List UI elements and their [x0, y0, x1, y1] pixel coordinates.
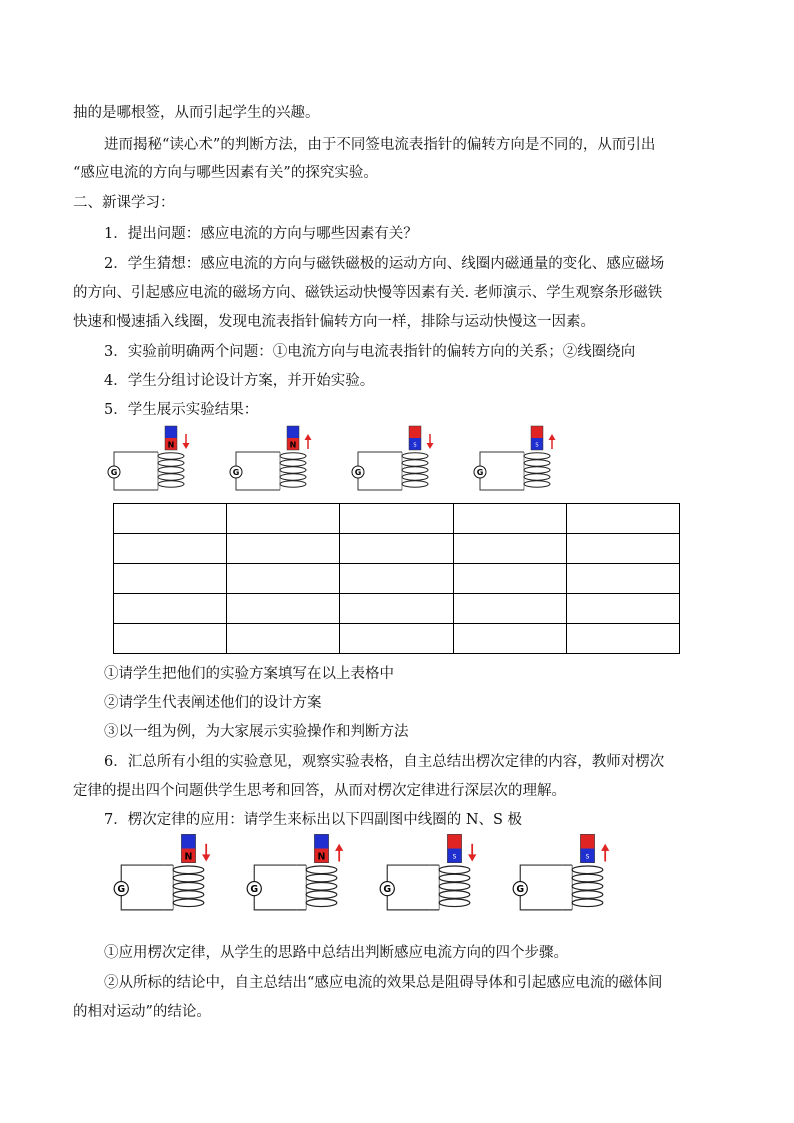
- coil-turn: [439, 874, 470, 882]
- coil-turn: [173, 866, 204, 874]
- step-4-design: 4．学生分组讨论设计方案，并开始实验。: [104, 373, 375, 389]
- note-2: ②请学生代表阐述他们的设计方案: [104, 695, 322, 711]
- circuit-wire: [516, 452, 524, 490]
- circuit-figure: [499, 832, 631, 915]
- magnet-pole-label: N: [317, 851, 326, 863]
- note-3: ③以一组为例，为大家展示实验操作和判断方法: [104, 724, 409, 740]
- table-cell: [453, 534, 566, 564]
- circuit-figure: [96, 424, 208, 494]
- circuit-diagram: [366, 832, 498, 915]
- magnet-top-pole: [447, 834, 461, 848]
- coil-turn: [572, 891, 603, 899]
- coil-turn: [158, 481, 184, 487]
- table-row: [114, 564, 680, 594]
- circuit-diagram: [462, 424, 574, 494]
- coil-turn: [158, 474, 184, 480]
- step-3-clarify: 3．实验前明确两个问题：①电流方向与电流表指针的偏转方向的关系；②线圈绕向: [104, 344, 636, 360]
- table-cell: [114, 504, 227, 534]
- coil-turn: [306, 891, 337, 899]
- table-cell: [453, 504, 566, 534]
- galvanometer-label: G: [354, 468, 362, 477]
- magnet-top-pole: [409, 426, 421, 438]
- table-cell: [340, 594, 453, 624]
- results-table: [113, 503, 680, 654]
- paragraph-reveal-cont: “感应电流的方向与哪些因素有关”的探究实验。: [73, 165, 378, 181]
- paragraph-intro-end: 抽的是哪根签，从而引起学生的兴趣。: [73, 105, 320, 121]
- galvanometer-label: G: [516, 884, 525, 896]
- step-1-question: 1．提出问题：感应电流的方向与哪些因素有关？: [104, 226, 418, 242]
- circuit-figure: [366, 832, 498, 915]
- galvanometer-label: G: [117, 884, 126, 896]
- coil-turn: [280, 460, 306, 466]
- magnet-top-pole: [165, 426, 177, 438]
- coil-turn: [306, 899, 337, 907]
- coil-turn: [439, 899, 470, 907]
- table-cell: [340, 624, 453, 654]
- coil-turn: [402, 474, 428, 480]
- coil-turn: [402, 467, 428, 473]
- galvanometer-label: G: [110, 468, 118, 477]
- coil-turn: [439, 883, 470, 891]
- arrow-up-icon: [601, 844, 609, 851]
- magnet-pole-label: S: [413, 442, 417, 449]
- magnet-pole-label: N: [289, 440, 297, 450]
- circuit-diagram: [233, 832, 365, 915]
- table-cell: [453, 624, 566, 654]
- coil-turn: [402, 481, 428, 487]
- galvanometer-label: G: [232, 468, 240, 477]
- coil-turn: [402, 453, 428, 459]
- step-5-results: 5．学生展示实验结果：: [104, 402, 259, 418]
- coil-turn: [402, 460, 428, 466]
- galvanometer-label: G: [383, 884, 392, 896]
- circuit-diagram: [499, 832, 631, 915]
- arrow-down-icon: [183, 443, 190, 449]
- paragraph-reveal: 进而揭秘“读心术”的判断方法，由于不同签电流表指针的偏转方向是不同的，从而引出: [104, 137, 656, 153]
- coil-turn: [280, 453, 306, 459]
- step-2-hypothesis-cont: 的方向、引起感应电流的磁场方向、磁铁运动快慢等因素有关. 老师演示、学生观察条形磁铁: [73, 285, 663, 301]
- magnet-pole-label: S: [535, 442, 539, 449]
- circuit-diagram: [340, 424, 452, 494]
- coil-turn: [280, 467, 306, 473]
- magnet-top-pole: [580, 834, 594, 848]
- arrow-down-icon: [468, 854, 476, 861]
- arrow-up-icon: [335, 844, 343, 851]
- step-2-hypothesis-end: 快速和慢速插入线圈，发现电流表指针偏转方向一样，排除与运动快慢这一因素。: [73, 314, 595, 330]
- table-cell: [114, 564, 227, 594]
- table-cell: [227, 624, 340, 654]
- coil-turn: [524, 474, 550, 480]
- table-cell: [566, 534, 679, 564]
- table-cell: [566, 564, 679, 594]
- coil-turn: [572, 883, 603, 891]
- circuit-wire: [164, 865, 173, 910]
- table-cell: [227, 594, 340, 624]
- circuit-wire: [272, 452, 280, 490]
- table-cell: [340, 504, 453, 534]
- arrow-down-icon: [427, 443, 434, 449]
- table-cell: [227, 564, 340, 594]
- circuit-figure: [462, 424, 574, 494]
- magnet-pole-label: N: [167, 440, 175, 450]
- magnet-top-pole: [287, 426, 299, 438]
- coil-turn: [280, 481, 306, 487]
- circuit-wire: [150, 452, 158, 490]
- coil-turn: [280, 474, 306, 480]
- section-heading-new-lesson: 二、新课学习：: [73, 195, 175, 211]
- table-cell: [453, 594, 566, 624]
- step-7-application: 7．楞次定律的应用：请学生来标出以下四副图中线圈的 N、S 极: [104, 812, 523, 828]
- coil-turn: [572, 874, 603, 882]
- circuit-figure: [340, 424, 452, 494]
- note-1: ①请学生把他们的实验方案填写在以上表格中: [104, 666, 394, 682]
- coil-turn: [173, 874, 204, 882]
- magnet-top-pole: [181, 834, 195, 848]
- galvanometer-label: G: [250, 884, 259, 896]
- arrow-up-icon: [549, 434, 556, 440]
- coil-turn: [524, 460, 550, 466]
- coil-turn: [306, 866, 337, 874]
- table-cell: [566, 594, 679, 624]
- coil-turn: [306, 883, 337, 891]
- coil-turn: [173, 899, 204, 907]
- circuit-figure: [233, 832, 365, 915]
- circuit-wire: [394, 452, 402, 490]
- circuit-wire: [563, 865, 572, 910]
- table-cell: [566, 624, 679, 654]
- magnet-top-pole: [314, 834, 328, 848]
- table-cell: [114, 534, 227, 564]
- table-row: [114, 624, 680, 654]
- application-figure-row: [100, 832, 620, 922]
- magnet-pole-label: N: [184, 851, 193, 863]
- coil-turn: [524, 453, 550, 459]
- table-cell: [453, 564, 566, 594]
- application-note-2-cont: 的相对运动”的结论。: [73, 1004, 211, 1020]
- table-cell: [227, 504, 340, 534]
- table-cell: [340, 534, 453, 564]
- step-2-hypothesis: 2．学生猜想：感应电流的方向与磁铁磁极的运动方向、线圈内磁通量的变化、感应磁场: [104, 256, 665, 272]
- circuit-wire: [297, 865, 306, 910]
- coil-turn: [439, 866, 470, 874]
- coil-turn: [158, 453, 184, 459]
- magnet-pole-label: S: [452, 854, 457, 861]
- arrow-down-icon: [202, 854, 210, 861]
- step-6-summary-cont: 定律的提出四个问题供学生思考和回答，从而对楞次定律进行深层次的理解。: [73, 783, 566, 799]
- coil-turn: [572, 866, 603, 874]
- application-note-2: ②从所标的结论中，自主总结出“感应电流的效果总是阻碍导体和引起感应电流的磁体间: [104, 975, 663, 991]
- table-cell: [114, 624, 227, 654]
- circuit-diagram: [96, 424, 208, 494]
- table-cell: [566, 504, 679, 534]
- circuit-diagram: [100, 832, 232, 915]
- coil-turn: [524, 467, 550, 473]
- coil-turn: [572, 899, 603, 907]
- table-row: [114, 534, 680, 564]
- step-6-summary: 6．汇总所有小组的实验意见，观察实验表格，自主总结出楞次定律的内容，教师对楞次: [104, 754, 665, 770]
- table-cell: [227, 534, 340, 564]
- circuit-diagram: [218, 424, 330, 494]
- table-cell: [114, 594, 227, 624]
- coil-turn: [524, 481, 550, 487]
- application-note-1: ①应用楞次定律，从学生的思路中总结出判断感应电流方向的四个步骤。: [104, 945, 568, 961]
- circuit-wire: [430, 865, 439, 910]
- coil-turn: [158, 460, 184, 466]
- table-cell: [340, 564, 453, 594]
- experiment-figure-row: [96, 424, 656, 496]
- coil-turn: [306, 874, 337, 882]
- arrow-up-icon: [305, 434, 312, 440]
- galvanometer-label: G: [476, 468, 484, 477]
- coil-turn: [173, 891, 204, 899]
- coil-turn: [439, 891, 470, 899]
- coil-turn: [173, 883, 204, 891]
- magnet-pole-label: S: [585, 854, 590, 861]
- table-row: [114, 504, 680, 534]
- coil-turn: [158, 467, 184, 473]
- circuit-figure: [100, 832, 232, 915]
- circuit-figure: [218, 424, 330, 494]
- table-row: [114, 594, 680, 624]
- magnet-top-pole: [531, 426, 543, 438]
